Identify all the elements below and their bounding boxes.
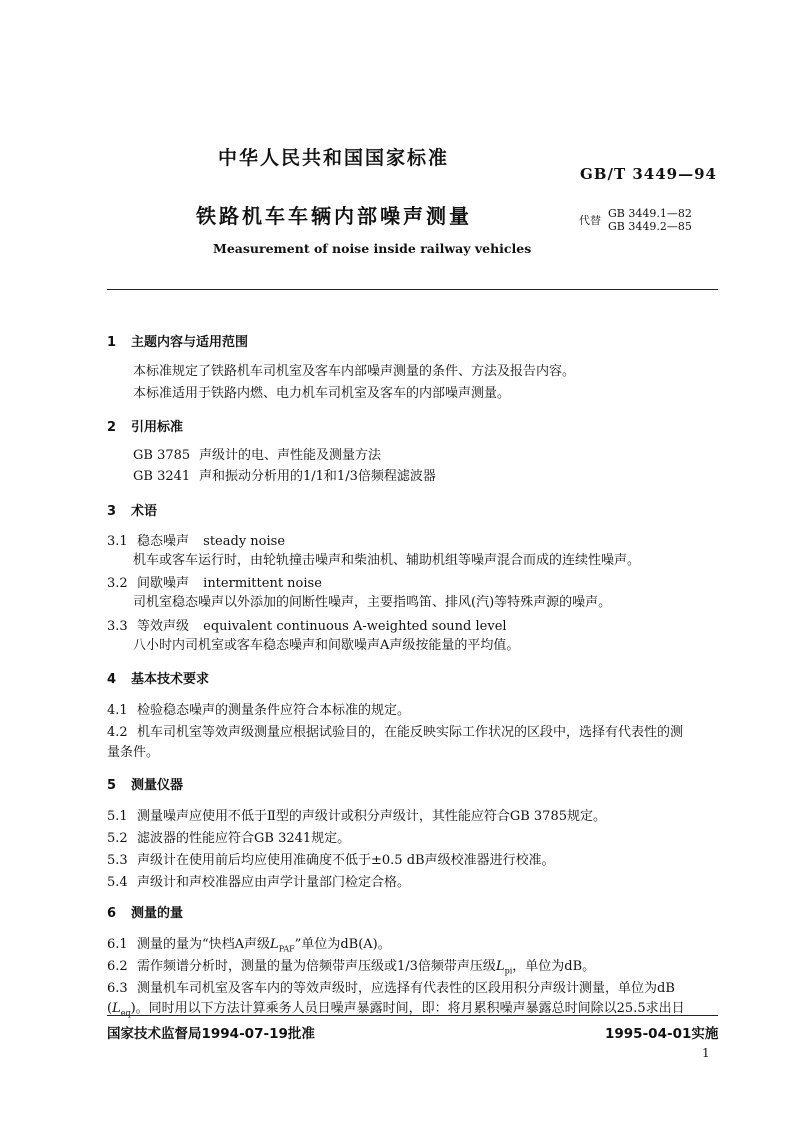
clause-item: 4.1 检验稳态噪声的测量条件应符合本标准的规定。 xyxy=(107,703,411,718)
document-title-english: Measurement of noise inside railway vehicles xyxy=(213,241,532,256)
clause-item: 5.1 测量噪声应使用不低于Ⅱ型的声级计或积分声级计，其性能应符合GB 3785规定。 xyxy=(107,809,606,824)
clause-item: 6.1 测量的量为“快档A声级$L_{PAF}$”单位为dB(A)。 xyxy=(107,937,391,954)
replaces-label: 代替 xyxy=(579,214,601,227)
reference-item: GB 3241 声和振动分析用的1/1和1/3倍频程滤波器 xyxy=(133,469,436,484)
header-divider xyxy=(107,289,718,290)
paragraph: 本标准适用于铁路内燃、电力机车司机室及客车的内部噪声测量。 xyxy=(133,386,511,401)
paragraph: 本标准规定了铁路机车司机室及客车内部噪声测量的条件、方法及报告内容。 xyxy=(133,364,576,379)
clause-item: 5.3 声级计在使用前后均应使用准确度不低于±0.5 dB声级校准器进行校准。 xyxy=(107,853,555,868)
term-definition: 司机室稳态噪声以外添加的间断性噪声，主要指鸣笛、排风(汽)等特殊声源的噪声。 xyxy=(133,595,612,610)
approval-date: 国家技术监督局1994-07-19批准 xyxy=(107,1026,315,1042)
section-heading-6: 6 测量的量 xyxy=(107,906,184,921)
replaced-standard: GB 3449.2—85 xyxy=(608,220,692,233)
reference-item: GB 3785 声级计的电、声性能及测量方法 xyxy=(133,448,382,463)
clause-item: 4.2 机车司机室等效声级测量应根据试验目的，在能反映实际工作状况的区段中，选择有代表性的测 xyxy=(107,725,684,740)
term-definition: 机车或客车运行时，由轮轨撞击噪声和柴油机、辅助机组等噪声混合而成的连续性噪声。 xyxy=(133,553,641,568)
section-heading-5: 5 测量仪器 xyxy=(107,778,184,793)
term-definition: 八小时内司机室或客车稳态噪声和间歇噪声A声级按能量的平均值。 xyxy=(133,638,520,653)
clause-item: 6.3 测量机车司机室及客车内的等效声级时，应选择有代表性的区段用积分声级计测量，单位为dB xyxy=(107,981,675,996)
national-standard-title: 中华人民共和国国家标准 xyxy=(218,147,450,169)
page-number: 1 xyxy=(702,1046,710,1060)
clause-continuation: $(L_{eq})$。同时用以下方法计算乘务人员日噪声暴露时间，即：将月累积噪声暴露总时间除以25.5求出日 xyxy=(107,1001,685,1018)
footer-divider xyxy=(107,1015,718,1016)
effective-date: 1995-04-01实施 xyxy=(605,1026,719,1042)
standard-number: GB/T 3449—94 xyxy=(580,165,717,183)
clause-item: 6.2 需作频谱分析时，测量的量为倍频带声压级或1/3倍频带声压级$L_{pi}$，单位为dB。 xyxy=(107,959,596,976)
section-heading-3: 3 术语 xyxy=(107,504,158,519)
clause-item: 5.2 滤波器的性能应符合GB 3241规定。 xyxy=(107,831,351,846)
document-title: 铁路机车车辆内部噪声测量 xyxy=(196,204,472,228)
replaces-list xyxy=(608,207,692,233)
term-item: 3.2 间歇噪声 intermittent noise xyxy=(107,576,322,591)
clause-item: 5.4 声级计和声校准器应由声学计量部门检定合格。 xyxy=(107,875,411,890)
clause-continuation: 量条件。 xyxy=(107,745,160,760)
replaced-standard: GB 3449.1—82 xyxy=(608,207,692,220)
section-heading-4: 4 基本技术要求 xyxy=(107,672,210,687)
section-heading-2: 2 引用标准 xyxy=(107,420,184,435)
term-item: 3.1 稳态噪声 steady noise xyxy=(107,534,286,549)
term-item: 3.3 等效声级 equivalent continuous A-weighted sound level xyxy=(107,619,507,634)
section-heading-1: 1 主题内容与适用范围 xyxy=(107,335,249,350)
